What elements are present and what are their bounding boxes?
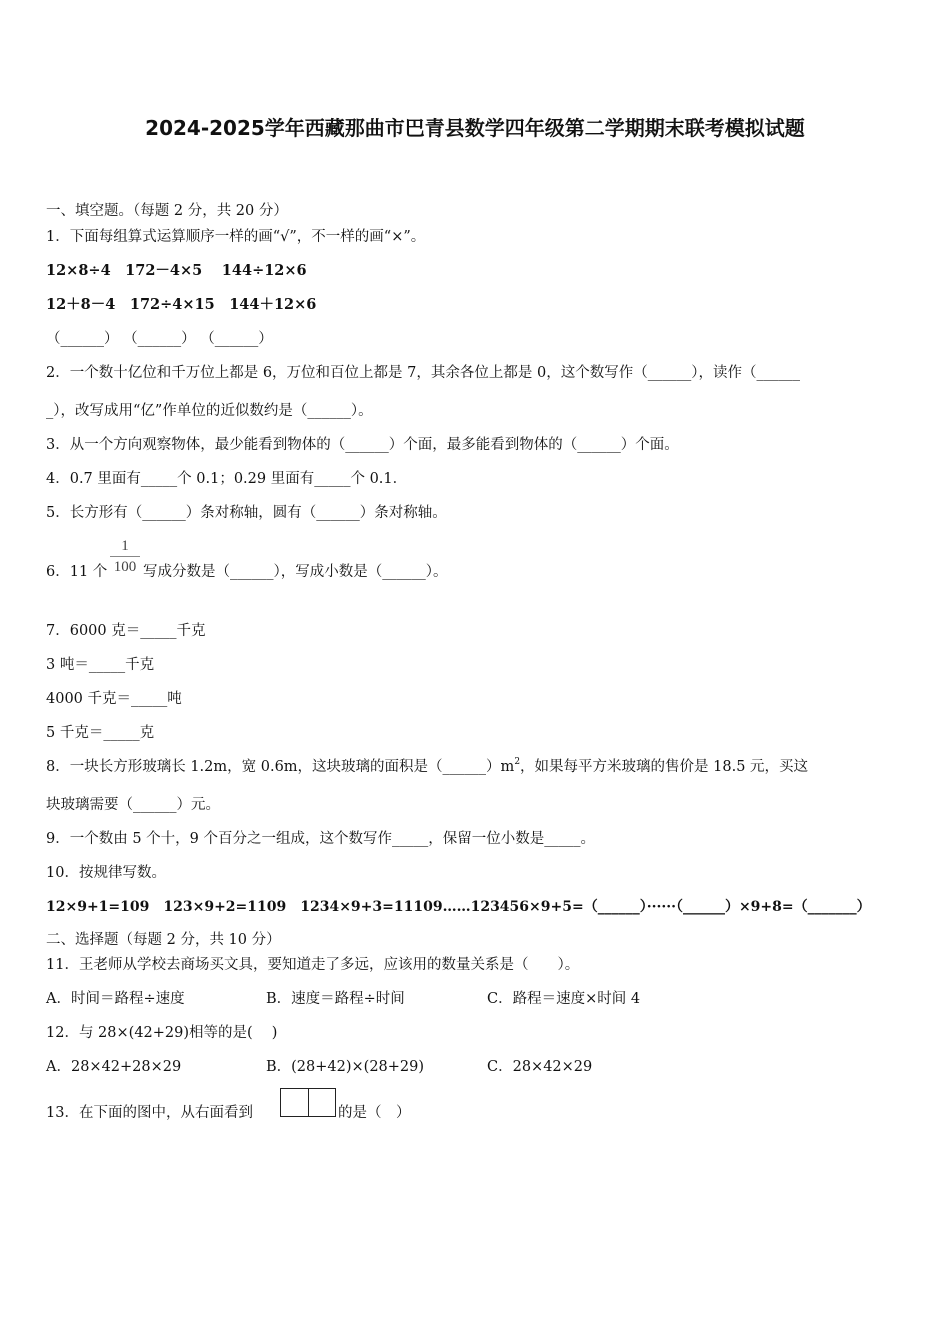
q2-line2: _），改写成用“亿”作单位的近似数约是（______）。 <box>46 403 373 419</box>
q13-prefix: 13．在下面的图中，从右面看到 <box>46 1105 253 1121</box>
q8-line1-a: 8．一块长方形玻璃长 1.2m，宽 0.6m，这块玻璃的面积是（______）m <box>46 759 515 775</box>
q8-superscript: 2 <box>514 757 521 767</box>
q11-option-a: A．时间＝路程÷速度 <box>46 991 185 1007</box>
q3: 3．从一个方向观察物体，最少能看到物体的（______）个面，最多能看到物体的（______）个面。 <box>46 437 679 453</box>
page-title: 2024-2025学年西藏那曲市巴青县数学四年级第二学期期末联考模拟试题 <box>145 116 805 140</box>
q11-option-c: C．路程＝速度×时间 4 <box>487 991 641 1007</box>
q1-row1: 12×8÷4 172－4×5 144÷12×6 <box>46 262 307 279</box>
q2-line1: 2．一个数十亿位和千万位上都是 6，万位和百位上都是 7，其余各位上都是 0，这个数写作（______），读作（______ <box>46 365 800 381</box>
q12-option-a: A．28×42+28×29 <box>46 1059 182 1075</box>
q9: 9．一个数由 5 个十，9 个百分之一组成，这个数写作_____，保留一位小数是_____。 <box>46 831 596 847</box>
section1-heading: 一、填空题。（每题 2 分，共 20 分） <box>46 203 288 219</box>
fraction-numerator: 1 <box>121 538 129 554</box>
q8-line1 <box>46 757 808 777</box>
q12-option-b: B．(28+42)×(28+29) <box>266 1059 425 1075</box>
q10-stem: 10．按规律写数。 <box>46 865 166 881</box>
q12-stem: 12．与 28×(42+29)相等的是( ) <box>46 1025 278 1041</box>
q7-d: 5 千克＝_____克 <box>46 725 155 741</box>
fraction-denominator: 100 <box>113 559 137 575</box>
q13-suffix: 的是（ ） <box>338 1105 411 1121</box>
q7-c: 4000 千克＝_____吨 <box>46 691 182 707</box>
q6-suffix: 写成分数是（______），写成小数是（______）。 <box>143 564 448 580</box>
q1-row2: 12＋8－4 172÷4×15 144＋12×6 <box>46 296 317 313</box>
q8-line1-b: ，如果每平方米玻璃的售价是 18.5 元，买这 <box>520 759 809 775</box>
q11-stem: 11．王老师从学校去商场买文具，要知道走了多远，应该用的数量关系是（ ）。 <box>46 957 580 973</box>
q1-answer-blanks: （______） （______） （______） <box>46 331 273 347</box>
q5: 5．长方形有（______）条对称轴，圆有（______）条对称轴。 <box>46 505 447 521</box>
q8-line2: 块玻璃需要（______）元。 <box>46 797 220 813</box>
q12-option-c: C．28×42×29 <box>487 1059 593 1075</box>
fraction-one-hundredth <box>108 536 142 577</box>
q7-b: 3 吨＝_____千克 <box>46 657 155 673</box>
figure-divider <box>308 1089 309 1116</box>
two-square-view-figure <box>280 1088 336 1117</box>
q6-prefix: 6．11 个 <box>46 564 108 580</box>
q1-stem: 1．下面每组算式运算顺序一样的画“√”，不一样的画“×”。 <box>46 229 426 245</box>
q11-option-b: B．速度＝路程÷时间 <box>266 991 405 1007</box>
q10-row: 12×9+1=109 123×9+2=1109 1234×9+3=11109……123456×9+5=（______）······（______）×9+8=（_______） <box>46 899 871 915</box>
q4: 4．0.7 里面有_____个 0.1；0.29 里面有_____个 0.1． <box>46 471 408 487</box>
q7-a: 7．6000 克＝_____千克 <box>46 623 206 639</box>
section2-heading: 二、选择题（每题 2 分，共 10 分） <box>46 932 281 948</box>
